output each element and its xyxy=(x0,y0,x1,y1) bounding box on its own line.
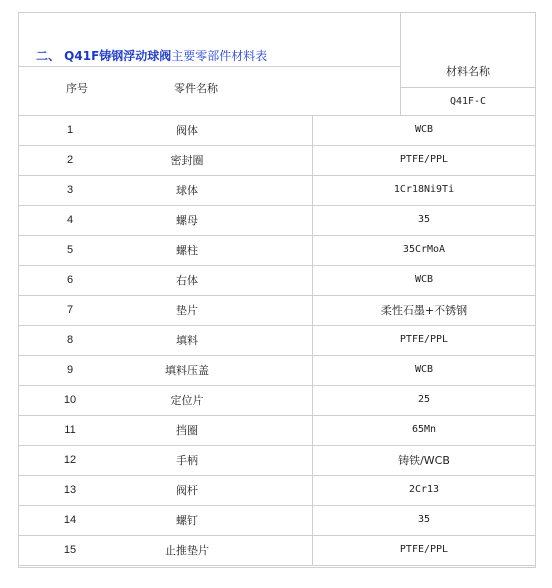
page-title-sub: 主要零部件材料表 xyxy=(171,49,268,63)
part-name: 螺母 xyxy=(176,213,198,227)
material-value: WCB xyxy=(414,274,434,285)
row-number: 2 xyxy=(66,153,74,166)
material-value: 柔性石墨+不锈钢 xyxy=(380,303,468,317)
materials-table xyxy=(18,12,536,568)
part-name: 球体 xyxy=(176,183,198,197)
material-value: 35CrMoA xyxy=(402,244,446,255)
row-number: 3 xyxy=(66,183,74,196)
part-name: 螺钉 xyxy=(176,513,198,527)
row-number: 11 xyxy=(64,423,76,436)
row-number: 5 xyxy=(66,243,74,256)
part-name: 手柄 xyxy=(176,453,198,467)
part-name: 填料压盖 xyxy=(165,363,209,377)
material-value: 25 xyxy=(417,394,431,405)
row-number: 1 xyxy=(66,123,74,136)
material-value: WCB xyxy=(414,124,434,135)
part-name: 定位片 xyxy=(170,393,204,407)
table-border-bottom xyxy=(18,567,536,568)
part-name: 密封圈 xyxy=(170,153,204,167)
part-name: 螺柱 xyxy=(176,243,198,257)
row-number: 13 xyxy=(63,483,77,496)
header-part-name: 零件名称 xyxy=(174,81,218,95)
part-name: 止推垫片 xyxy=(165,543,209,557)
row-number: 10 xyxy=(63,393,77,406)
material-value: 35 xyxy=(417,214,431,225)
material-column-divider xyxy=(312,115,313,565)
header-divider-left xyxy=(18,66,400,67)
page-title-main: 二、 Q41F铸钢浮动球阀 xyxy=(36,49,172,63)
material-value: 65Mn xyxy=(411,424,437,435)
material-value: WCB xyxy=(414,364,434,375)
row-number: 9 xyxy=(66,363,74,376)
table-border-top xyxy=(18,12,536,13)
row-number: 7 xyxy=(66,303,74,316)
part-name: 阀杆 xyxy=(176,483,198,497)
material-value: 1Cr18Ni9Ti xyxy=(393,184,455,195)
material-value: 2Cr13 xyxy=(408,484,440,495)
material-value: PTFE/PPL xyxy=(399,544,449,555)
row-number: 14 xyxy=(63,513,77,526)
row-number: 15 xyxy=(63,543,77,556)
header-model: Q41F-C xyxy=(449,96,487,107)
material-value: PTFE/PPL xyxy=(399,334,449,345)
part-name: 垫片 xyxy=(176,303,198,317)
material-value: PTFE/PPL xyxy=(399,154,449,165)
part-name: 填料 xyxy=(176,333,198,347)
row-number: 4 xyxy=(66,213,74,226)
part-name: 挡圈 xyxy=(176,423,198,437)
row-divider xyxy=(18,565,536,566)
row-number: 8 xyxy=(66,333,74,346)
part-name: 阀体 xyxy=(176,123,198,137)
row-number: 6 xyxy=(66,273,74,286)
part-name: 右体 xyxy=(176,273,198,287)
header-seq: 序号 xyxy=(66,81,88,95)
header-material-name: 材料名称 xyxy=(446,64,490,78)
material-value: 铸铁/WCB xyxy=(398,453,450,467)
page-title xyxy=(36,47,267,64)
row-number: 12 xyxy=(63,453,77,466)
header-divider-right xyxy=(400,87,536,88)
material-value: 35 xyxy=(417,514,431,525)
